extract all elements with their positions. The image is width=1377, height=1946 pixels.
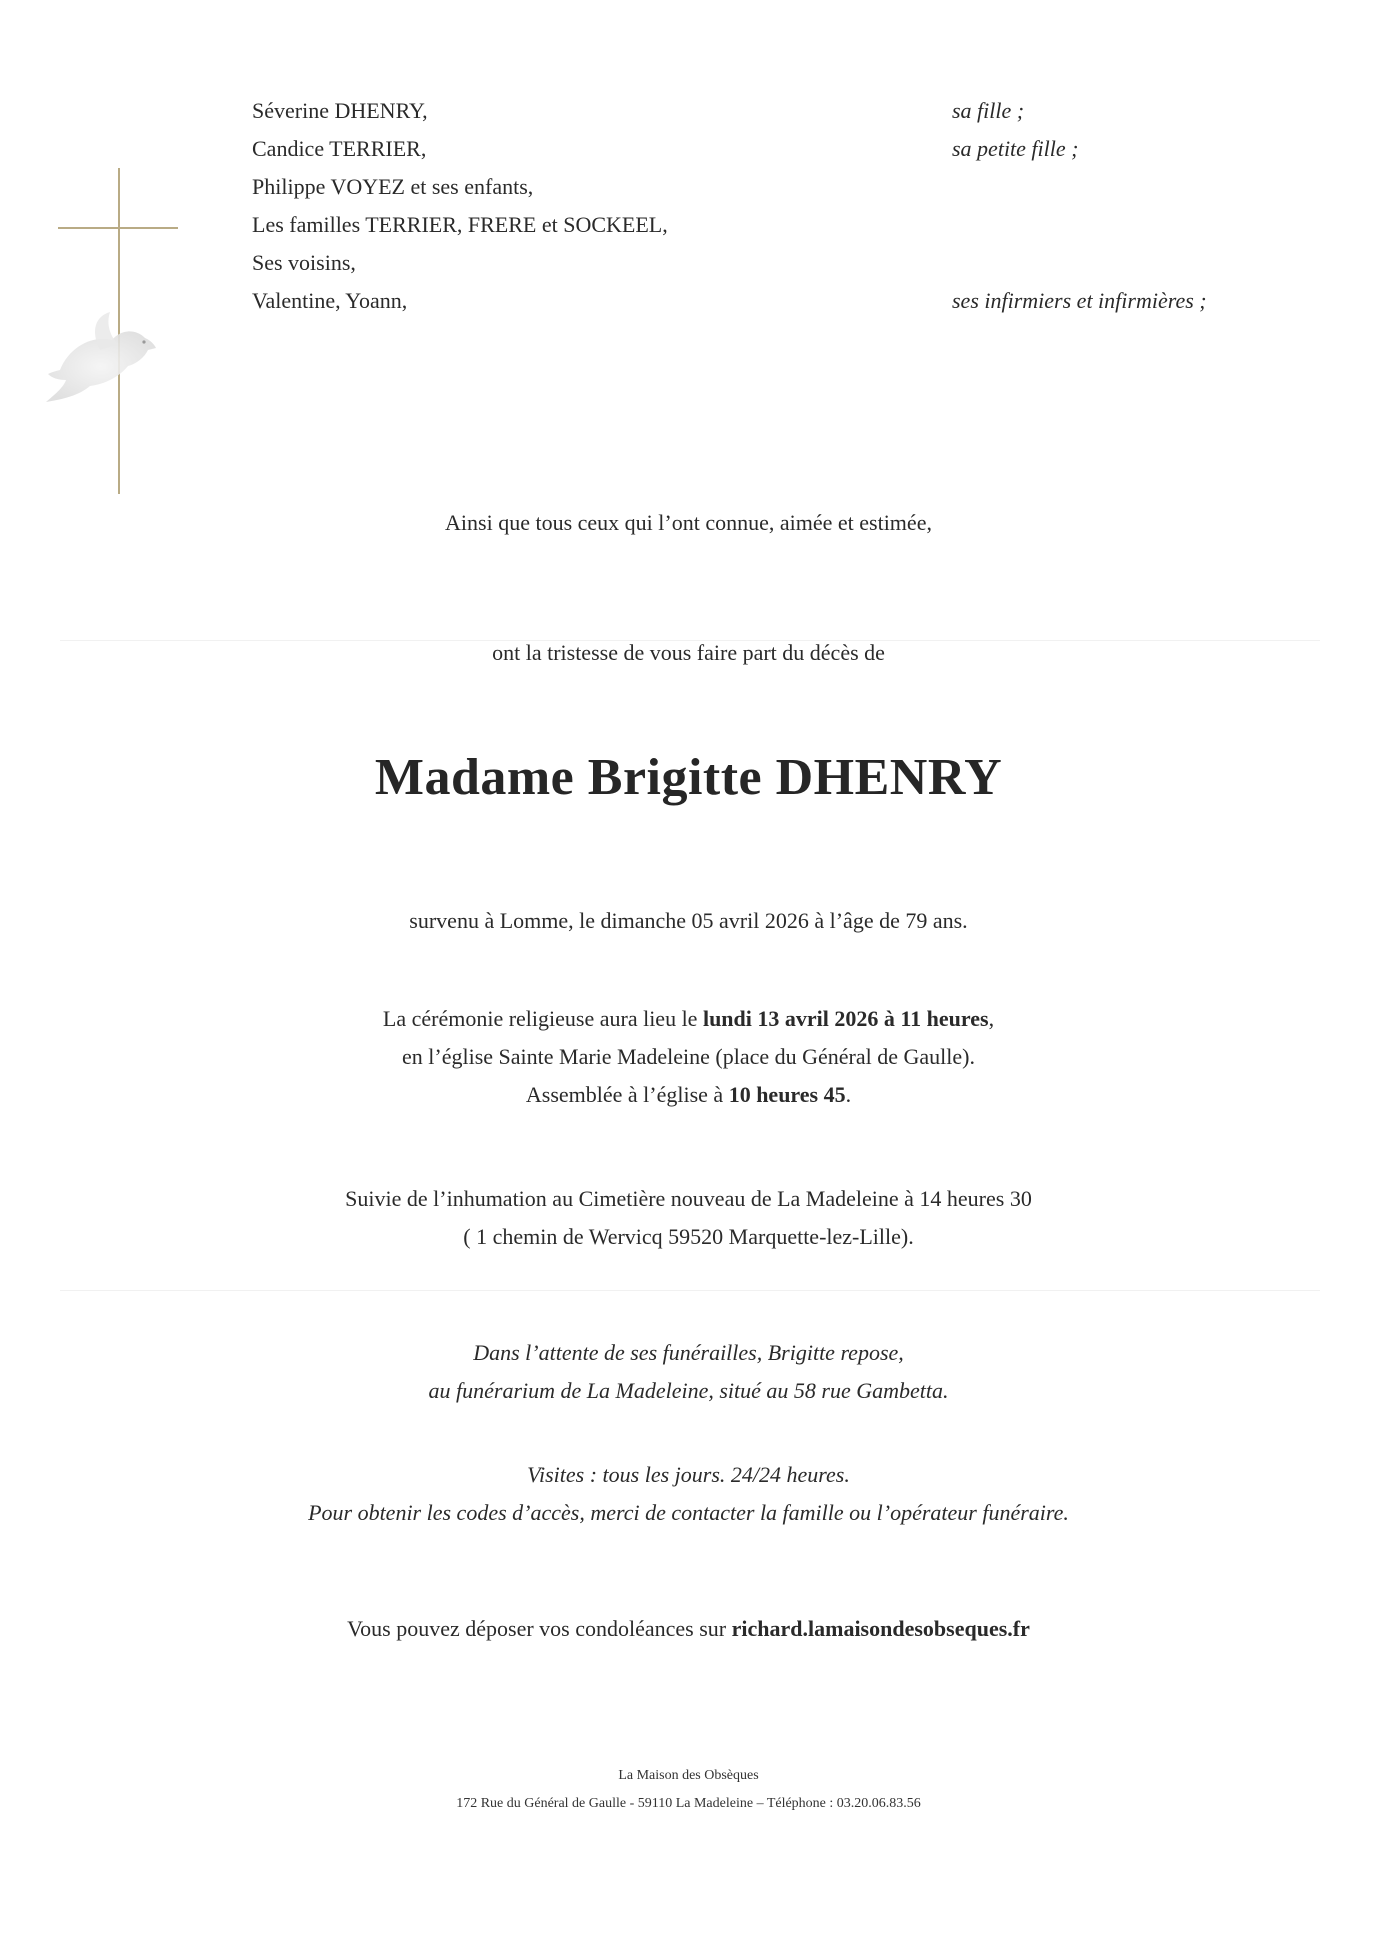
footer-address: 172 Rue du Général de Gaulle - 59110 La Madeleine – Téléphone : 03.20.06.83.56 bbox=[456, 1796, 921, 1811]
assembly-suffix: . bbox=[845, 1082, 852, 1107]
condolences-prefix: Vous pouvez déposer vos condoléances sur bbox=[347, 1616, 732, 1641]
deceased-name: Madame Brigitte DHENRY bbox=[374, 749, 1003, 806]
ceremony-prefix: La cérémonie religieuse aura lieu le bbox=[382, 1006, 703, 1031]
family-name: Candice TERRIER, bbox=[252, 136, 427, 161]
ceremony-suffix: , bbox=[988, 1006, 995, 1031]
visits-line-2: Pour obtenir les codes d’accès, merci de contacter la famille ou l’opérateur funéraire. bbox=[308, 1500, 1069, 1525]
family-relation: sa fille ; bbox=[952, 98, 1025, 123]
cross-icon-crossbar bbox=[58, 227, 178, 229]
assembly-prefix: Assemblée à l’église à bbox=[525, 1082, 729, 1107]
family-name: Valentine, Yoann, bbox=[252, 288, 408, 313]
death-info: survenu à Lomme, le dimanche 05 avril 2026 à l’âge de 79 ans. bbox=[409, 908, 968, 933]
burial-line-1: Suivie de l’inhumation au Cimetière nouveau de La Madeleine à 14 heures 30 bbox=[345, 1186, 1032, 1211]
family-row bbox=[252, 92, 1252, 130]
family-name: Ses voisins, bbox=[252, 250, 356, 275]
ceremony-line-1 bbox=[0, 1000, 1377, 1038]
family-name: Séverine DHENRY, bbox=[252, 98, 428, 123]
ceremony-line-3 bbox=[0, 1076, 1377, 1114]
ceremony-date: lundi 13 avril 2026 à 11 heures bbox=[702, 1006, 989, 1031]
family-row bbox=[252, 244, 1252, 282]
dove-icon bbox=[40, 310, 170, 420]
family-name: Les familles TERRIER, FRERE et SOCKEEL, bbox=[252, 212, 668, 237]
family-relation: ses infirmiers et infirmières ; bbox=[952, 288, 1207, 313]
burial-line-2: ( 1 chemin de Wervicq 59520 Marquette-lez-Lille). bbox=[463, 1224, 914, 1249]
footer-company: La Maison des Obsèques bbox=[618, 1768, 759, 1783]
visits-line-1: Visites : tous les jours. 24/24 heures. bbox=[527, 1462, 850, 1487]
announcement-text: ont la tristesse de vous faire part du décès de bbox=[492, 640, 885, 665]
family-row bbox=[252, 282, 1252, 320]
condolences-line bbox=[0, 1610, 1377, 1648]
rest-line-2: au funérarium de La Madeleine, situé au 58 rue Gambetta. bbox=[428, 1378, 949, 1403]
family-row bbox=[252, 168, 1252, 206]
family-name: Philippe VOYEZ et ses enfants, bbox=[252, 174, 534, 199]
rest-line-1: Dans l’attente de ses funérailles, Brigitte repose, bbox=[473, 1340, 904, 1365]
family-list bbox=[252, 92, 1252, 320]
divider bbox=[60, 1290, 1320, 1291]
ceremony-line-2: en l’église Sainte Marie Madeleine (place du Général de Gaulle). bbox=[402, 1044, 975, 1069]
assembly-time: 10 heures 45 bbox=[728, 1082, 846, 1107]
family-relation: sa petite fille ; bbox=[952, 136, 1079, 161]
family-row bbox=[252, 206, 1252, 244]
family-row bbox=[252, 130, 1252, 168]
condolences-link[interactable]: richard.lamaisondesobseques.fr bbox=[731, 1616, 1030, 1641]
intro-text: Ainsi que tous ceux qui l’ont connue, aimée et estimée, bbox=[445, 510, 932, 535]
